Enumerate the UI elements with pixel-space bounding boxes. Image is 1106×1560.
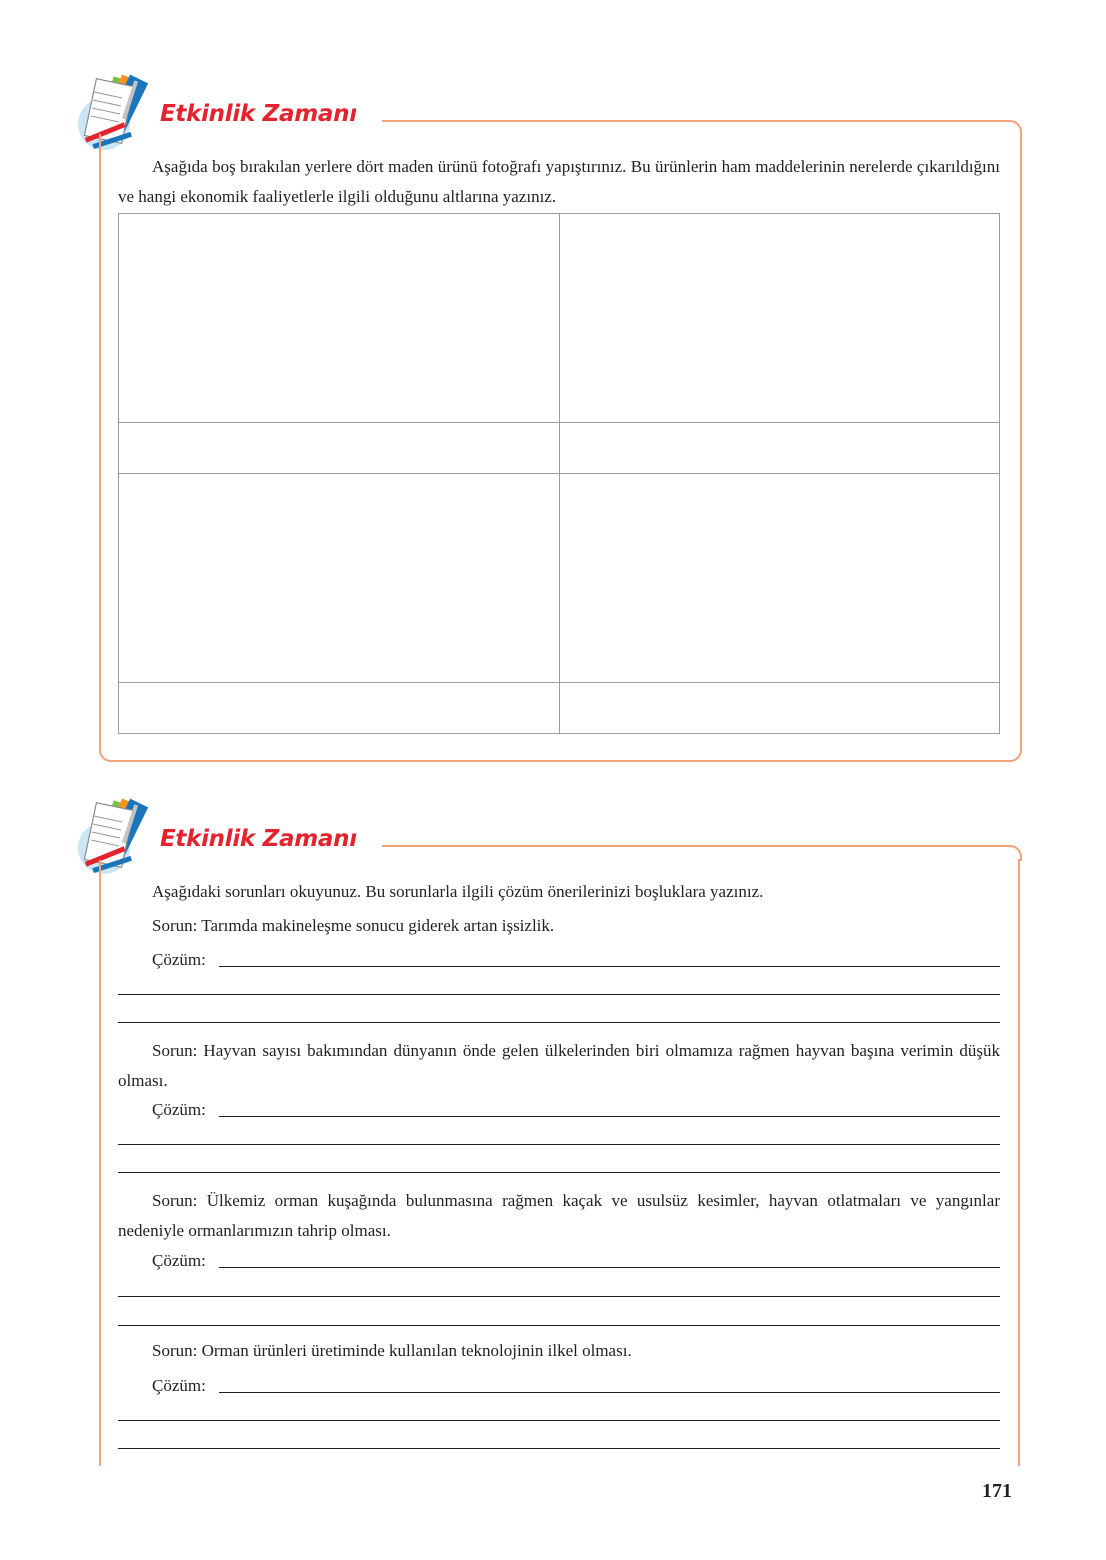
problem-text: Sorun: Orman ürünleri üretiminde kullanılan teknolojinin ilkel olması. [152, 1341, 632, 1360]
caption-cell[interactable] [119, 683, 560, 734]
answer-line[interactable] [118, 1448, 1000, 1449]
solution-label: Çözüm: [152, 1251, 206, 1270]
notebook-pencils-icon [74, 796, 160, 882]
page-number: 171 [982, 1480, 1012, 1502]
activity-2-heading: Etkinlik Zamanı [160, 826, 357, 852]
caption-cell[interactable] [559, 423, 1000, 474]
caption-cell[interactable] [119, 423, 560, 474]
answer-line[interactable] [118, 1420, 1000, 1421]
answer-line[interactable] [219, 1267, 1000, 1268]
activity-2-instruction: Aşağıdaki sorunları okuyunuz. Bu sorunlarla ilgili çözüm önerilerinizi boşluklara yazınız. [152, 882, 764, 901]
activity-1-instruction: Aşağıda boş bırakılan yerlere dört maden ürünü fotoğrafı yapıştırınız. Bu ürünlerin ham maddelerinin nerelerde çıkarıldığını ve hangi ekonomik faaliyetlerle ilgili olduğunu altlarına yazınız. [118, 157, 1000, 206]
photo-grid [118, 213, 1000, 734]
answer-line[interactable] [118, 994, 1000, 995]
solution-label: Çözüm: [152, 1376, 206, 1395]
answer-line[interactable] [219, 966, 1000, 967]
photo-cell[interactable] [119, 214, 560, 423]
problem-text: Sorun: Ülkemiz orman kuşağında bulunmasına rağmen kaçak ve usulsüz kesimler, hayvan otlatmaları ve yangınlar nedeniyle ormanlarımızın tahrip olması. [118, 1191, 1000, 1240]
solution-label: Çözüm: [152, 1100, 206, 1119]
answer-line[interactable] [118, 1144, 1000, 1145]
activity-1-frame-top [382, 120, 1006, 122]
activity-2-frame-right [1018, 859, 1020, 1466]
problem-text: Sorun: Tarımda makineleşme sonucu giderek artan işsizlik. [152, 916, 555, 935]
photo-cell[interactable] [119, 474, 560, 683]
photo-cell[interactable] [559, 214, 1000, 423]
photo-cell[interactable] [559, 474, 1000, 683]
activity-1-heading: Etkinlik Zamanı [160, 101, 357, 127]
problem-text: Sorun: Hayvan sayısı bakımından dünyanın önde gelen ülkelerinden biri olmamıza rağmen hayvan başına verimin düşük olması. [118, 1041, 1000, 1090]
answer-line[interactable] [118, 1325, 1000, 1326]
activity-2-frame-top [382, 845, 1006, 847]
solution-label: Çözüm: [152, 950, 206, 969]
activity-2-frame-left [99, 860, 101, 1466]
answer-line[interactable] [118, 1296, 1000, 1297]
caption-cell[interactable] [559, 683, 1000, 734]
answer-line[interactable] [118, 1172, 1000, 1173]
answer-line[interactable] [219, 1392, 1000, 1393]
answer-line[interactable] [118, 1022, 1000, 1023]
answer-line[interactable] [219, 1116, 1000, 1117]
